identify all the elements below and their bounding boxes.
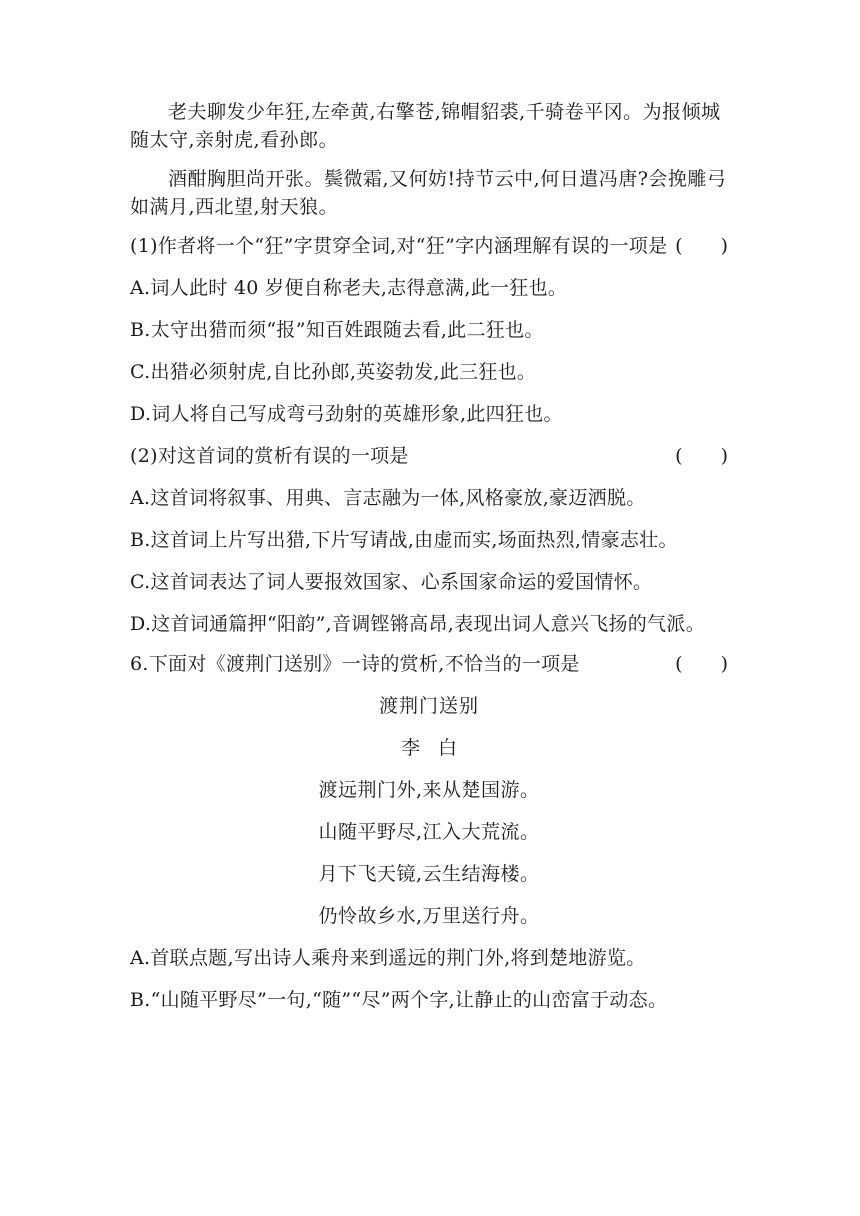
poem-line-3: 月下飞天镜,云生结海楼。 [318,863,540,885]
q1-option-b: B.太守出猎而须“报”知百姓跟随去看,此二狂也。 [130,319,544,341]
question-2-stem [130,442,728,470]
question-2-text: (2)对这首词的赏析有误的一项是 [130,445,409,467]
answer-blank-6: ( ) [675,653,728,675]
question-6-text: 6.下面对《渡荆门送别》一诗的赏析,不恰当的一项是 [130,653,580,675]
poem-author: 李白 [400,737,475,759]
q1-option-d: D.词人将自己写成弯弓劲射的英雄形象,此四狂也。 [130,403,563,425]
passage-paragraph-2: 酒酣胸胆尚开张。鬓微霜,又何妨!持节云中,何日遣冯唐?会挽雕弓如满月,西北望,射天狼。 [130,168,727,218]
answer-blank-1: ( ) [675,235,728,257]
question-6-stem [130,650,728,678]
poem-line-2: 山随平野尽,江入大荒流。 [318,821,540,843]
question-1-text: (1)作者将一个“狂”字贯穿全词,对“狂”字内涵理解有误的一项是 [130,235,668,257]
poem-title: 渡荆门送别 [378,695,479,717]
document-page [130,98,728,1028]
q1-option-c: C.出猎必须射虎,自比孙郎,英姿勃发,此三狂也。 [130,361,537,383]
q2-option-d: D.这首词通篇押“阳韵”,音调铿锵高昂,表现出词人意兴飞扬的气派。 [130,613,706,635]
question-1-stem [130,232,728,260]
passage-paragraph-1: 老夫聊发少年狂,左牵黄,右擎苍,锦帽貂裘,千骑卷平冈。为报倾城随太守,亲射虎,看孙郎。 [130,101,721,151]
answer-blank-2: ( ) [675,445,728,467]
q1-option-a: A.词人此时 40 岁便自称老夫,志得意满,此一狂也。 [130,277,568,299]
poem-line-4: 仍怜故乡水,万里送行舟。 [318,905,540,927]
q2-option-c: C.这首词表达了词人要报效国家、心系国家命运的爱国情怀。 [130,571,653,593]
q6-option-b: B.“山随平野尽”一句,“随”“尽”两个字,让静止的山峦富于动态。 [130,989,668,1011]
poem-line-1: 渡远荆门外,来从楚国游。 [318,779,540,801]
q2-option-b: B.这首词上片写出猎,下片写请战,由虚而实,场面热烈,情豪志壮。 [130,529,678,551]
q2-option-a: A.这首词将叙事、用典、言志融为一体,风格豪放,豪迈洒脱。 [130,487,646,509]
q6-option-a: A.首联点题,写出诗人乘舟来到遥远的荆门外,将到楚地游览。 [130,947,646,969]
